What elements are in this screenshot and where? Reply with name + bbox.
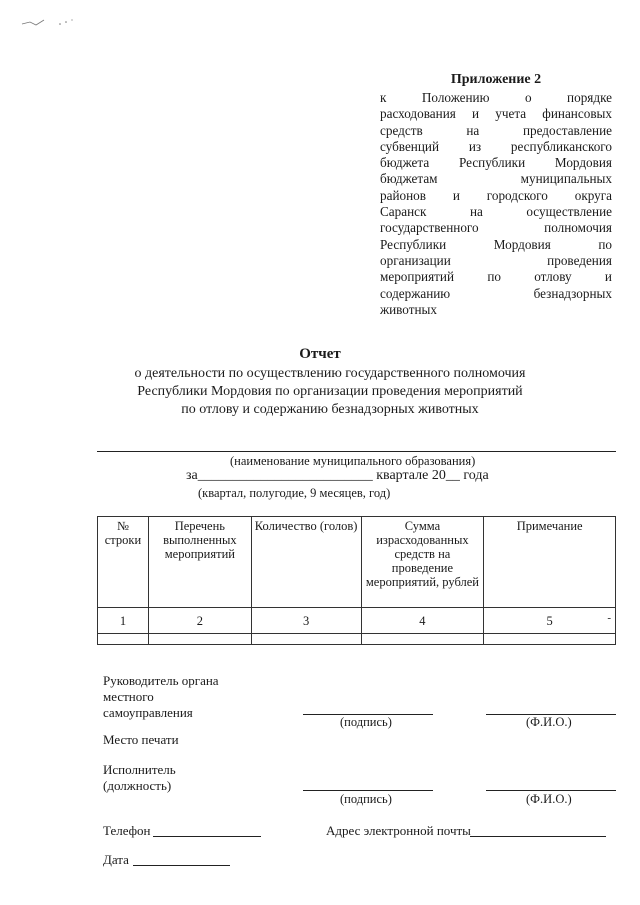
head-label: Руководитель органа местного самоуправления — [103, 673, 219, 720]
appendix-line: расходования и учета финансовых — [380, 106, 612, 122]
date-field[interactable] — [133, 865, 230, 866]
empty-cell[interactable] — [251, 634, 361, 645]
period-line: за_________________________ квартале 20__ года — [186, 468, 489, 483]
appendix-line: государственного полномочия — [380, 220, 612, 236]
email-label: Адрес электронной почты — [326, 823, 471, 838]
header-row-number: № строки — [98, 517, 149, 608]
report-subtitle-line: Республики Мордовия по организации проведения мероприятий — [137, 384, 523, 399]
header-activities: Перечень выполненных мероприятий — [148, 517, 251, 608]
column-number-cell: 2 — [148, 608, 251, 634]
appendix-line: Республики Мордовия по — [380, 236, 612, 252]
empty-cell[interactable] — [484, 634, 616, 645]
appendix-line: организации проведения — [380, 252, 612, 268]
appendix-title: Приложение 2 — [450, 72, 542, 87]
period-caption: (квартал, полугодие, 9 месяцев, год) — [198, 486, 391, 500]
column-number-cell — [484, 608, 616, 634]
date-label: Дата — [103, 852, 129, 867]
municipality-field[interactable] — [97, 451, 616, 452]
empty-cell[interactable] — [148, 634, 251, 645]
report-table — [97, 516, 616, 645]
executor-label: Исполнитель (должность) — [103, 762, 176, 793]
email-field[interactable] — [470, 836, 606, 837]
appendix-line: Саранск на осуществление — [380, 204, 612, 220]
name-caption: (Ф.И.О.) — [526, 715, 572, 729]
scan-mark-icon — [20, 8, 80, 30]
header-quantity: Количество (голов) — [251, 517, 361, 608]
table-row — [98, 608, 616, 634]
empty-cell[interactable] — [98, 634, 149, 645]
column-number-cell: 4 — [361, 608, 484, 634]
name-caption: (Ф.И.О.) — [526, 792, 572, 806]
appendix-line: районов и городского округа — [380, 187, 612, 203]
appendix-line: бюджетам муниципальных — [380, 171, 612, 187]
table-row — [98, 634, 616, 645]
column-number-cell: 3 — [251, 608, 361, 634]
executor-name-field[interactable] — [486, 790, 616, 791]
column-number-cell: 1 — [98, 608, 149, 634]
empty-cell[interactable] — [361, 634, 484, 645]
appendix-line: мероприятий по отлову и — [380, 269, 612, 285]
report-title: Отчет — [299, 346, 341, 362]
column-number: 5 — [546, 613, 553, 628]
report-subtitle — [60, 365, 600, 419]
header-amount: Сумма израсходованных средств на проведение мероприятий, рублей — [361, 517, 484, 608]
executor-signature-field[interactable] — [303, 790, 433, 791]
appendix-line: бюджета Республики Мордовия — [380, 155, 612, 171]
report-subtitle-line: о деятельности по осуществлению государственного полномочия — [134, 366, 526, 381]
stray-mark: - — [607, 612, 611, 624]
appendix-line: содержанию безнадзорных — [380, 285, 612, 301]
report-subtitle-line: по отлову и содержанию безнадзорных животных — [181, 402, 479, 417]
appendix-line: животных — [380, 301, 437, 317]
signature-caption: (подпись) — [340, 792, 392, 806]
appendix-line: к Положению о порядке — [380, 90, 612, 105]
table-header-row — [98, 517, 616, 608]
appendix-body — [380, 90, 612, 318]
seal-label: Место печати — [103, 732, 179, 747]
signature-caption: (подпись) — [340, 715, 392, 729]
phone-field[interactable] — [153, 836, 261, 837]
municipality-caption: (наименование муниципального образования) — [230, 454, 476, 468]
appendix-line: субвенций из республиканского — [380, 138, 612, 154]
header-note: Примечание — [484, 517, 616, 608]
phone-label: Телефон — [103, 823, 151, 838]
appendix-line: средств на предоставление — [380, 122, 612, 138]
